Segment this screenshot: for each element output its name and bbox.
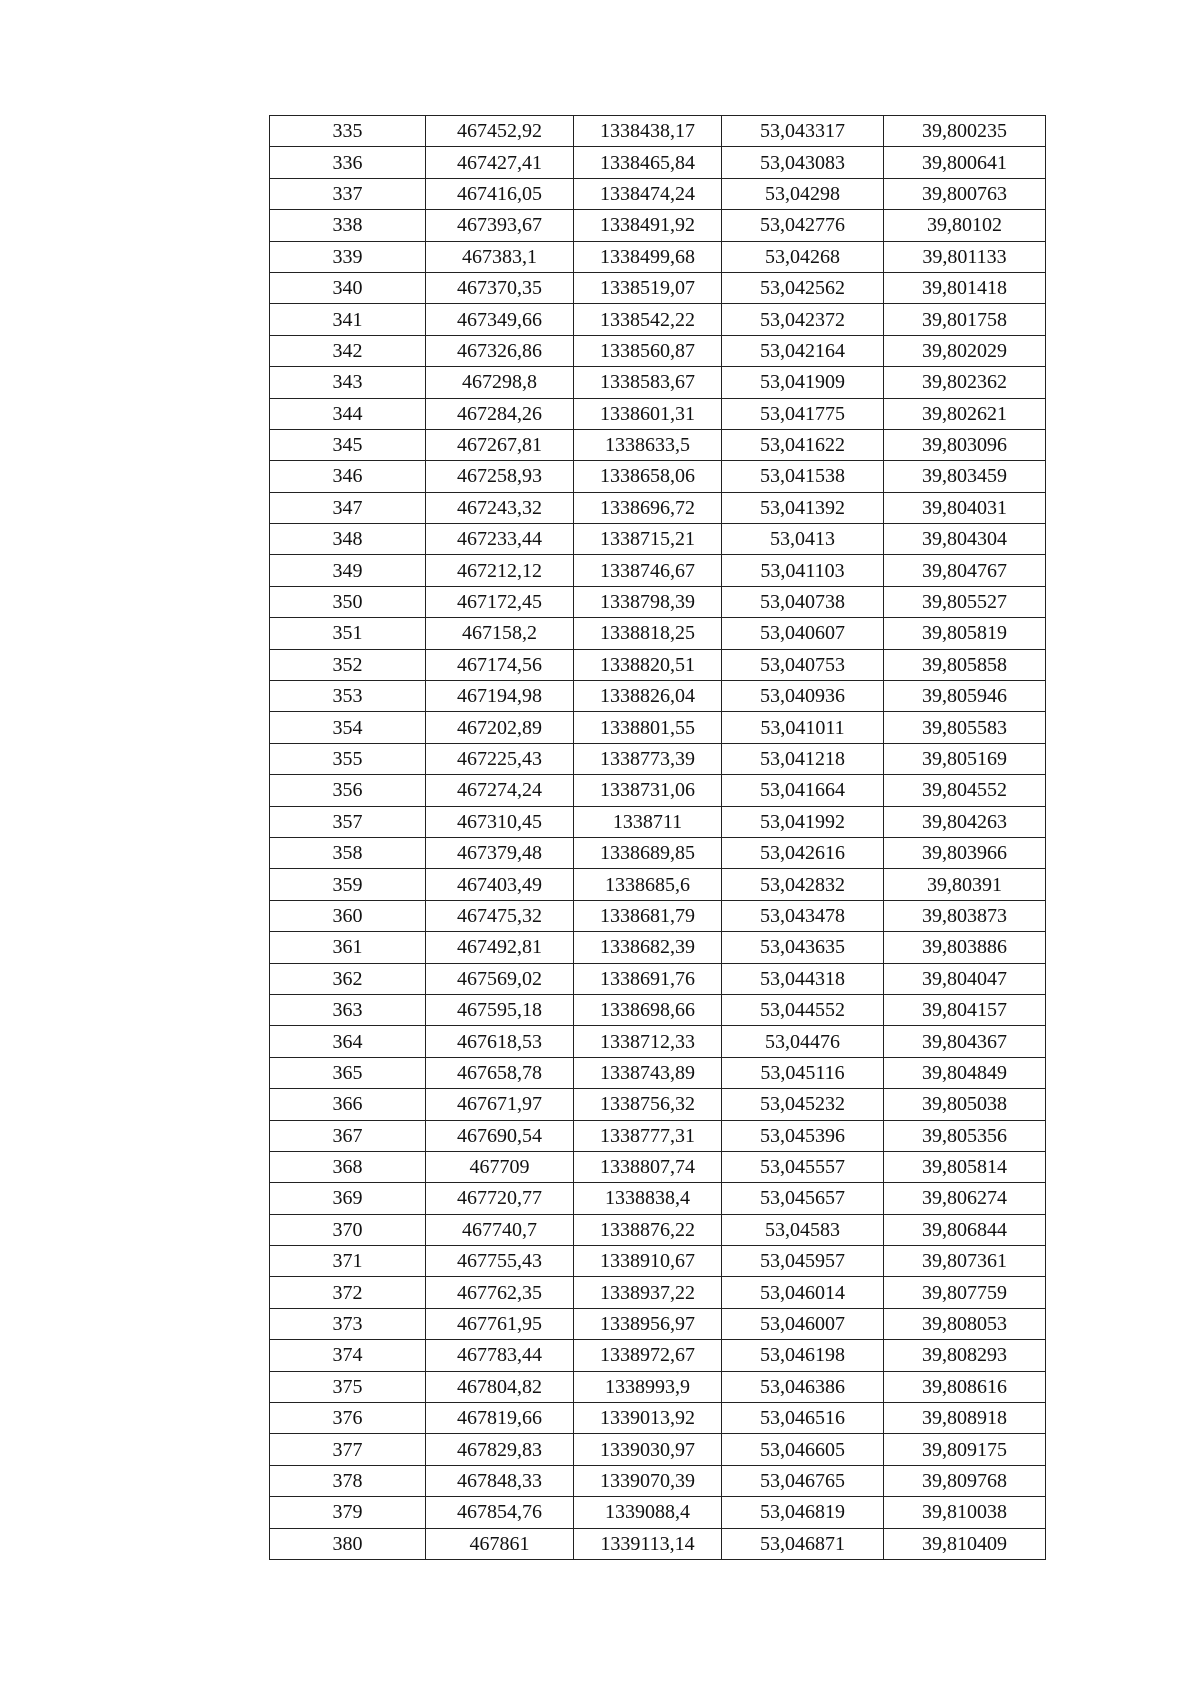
latitude-cell: 53,046516 bbox=[722, 1403, 884, 1434]
table-row bbox=[270, 681, 1046, 712]
longitude-cell: 39,803886 bbox=[884, 932, 1046, 963]
longitude-cell: 39,805858 bbox=[884, 649, 1046, 680]
y-coordinate-cell: 1338682,39 bbox=[574, 932, 722, 963]
table-row bbox=[270, 524, 1046, 555]
table-row bbox=[270, 900, 1046, 931]
table-row bbox=[270, 429, 1046, 460]
x-coordinate-cell: 467284,26 bbox=[426, 398, 574, 429]
point-number-cell: 355 bbox=[270, 743, 426, 774]
latitude-cell: 53,041664 bbox=[722, 775, 884, 806]
longitude-cell: 39,801758 bbox=[884, 304, 1046, 335]
point-number-cell: 376 bbox=[270, 1403, 426, 1434]
longitude-cell: 39,802621 bbox=[884, 398, 1046, 429]
latitude-cell: 53,045957 bbox=[722, 1246, 884, 1277]
latitude-cell: 53,046605 bbox=[722, 1434, 884, 1465]
longitude-cell: 39,808293 bbox=[884, 1340, 1046, 1371]
point-number-cell: 349 bbox=[270, 555, 426, 586]
x-coordinate-cell: 467310,45 bbox=[426, 806, 574, 837]
table-row bbox=[270, 932, 1046, 963]
latitude-cell: 53,040738 bbox=[722, 586, 884, 617]
point-number-cell: 347 bbox=[270, 492, 426, 523]
longitude-cell: 39,807361 bbox=[884, 1246, 1046, 1277]
latitude-cell: 53,046386 bbox=[722, 1371, 884, 1402]
table-row bbox=[270, 1465, 1046, 1496]
y-coordinate-cell: 1338491,92 bbox=[574, 210, 722, 241]
x-coordinate-cell: 467690,54 bbox=[426, 1120, 574, 1151]
point-number-cell: 373 bbox=[270, 1308, 426, 1339]
x-coordinate-cell: 467595,18 bbox=[426, 994, 574, 1025]
point-number-cell: 361 bbox=[270, 932, 426, 963]
longitude-cell: 39,805169 bbox=[884, 743, 1046, 774]
x-coordinate-cell: 467258,93 bbox=[426, 461, 574, 492]
point-number-cell: 364 bbox=[270, 1026, 426, 1057]
latitude-cell: 53,041538 bbox=[722, 461, 884, 492]
latitude-cell: 53,046007 bbox=[722, 1308, 884, 1339]
point-number-cell: 359 bbox=[270, 869, 426, 900]
x-coordinate-cell: 467233,44 bbox=[426, 524, 574, 555]
table-row bbox=[270, 712, 1046, 743]
point-number-cell: 350 bbox=[270, 586, 426, 617]
longitude-cell: 39,80102 bbox=[884, 210, 1046, 241]
x-coordinate-cell: 467819,66 bbox=[426, 1403, 574, 1434]
latitude-cell: 53,044318 bbox=[722, 963, 884, 994]
latitude-cell: 53,041011 bbox=[722, 712, 884, 743]
y-coordinate-cell: 1338838,4 bbox=[574, 1183, 722, 1214]
y-coordinate-cell: 1338801,55 bbox=[574, 712, 722, 743]
y-coordinate-cell: 1338993,9 bbox=[574, 1371, 722, 1402]
longitude-cell: 39,804031 bbox=[884, 492, 1046, 523]
latitude-cell: 53,043635 bbox=[722, 932, 884, 963]
point-number-cell: 346 bbox=[270, 461, 426, 492]
latitude-cell: 53,040936 bbox=[722, 681, 884, 712]
latitude-cell: 53,04298 bbox=[722, 178, 884, 209]
y-coordinate-cell: 1338937,22 bbox=[574, 1277, 722, 1308]
table-row bbox=[270, 492, 1046, 523]
longitude-cell: 39,805583 bbox=[884, 712, 1046, 743]
x-coordinate-cell: 467274,24 bbox=[426, 775, 574, 806]
latitude-cell: 53,043478 bbox=[722, 900, 884, 931]
point-number-cell: 344 bbox=[270, 398, 426, 429]
y-coordinate-cell: 1338743,89 bbox=[574, 1057, 722, 1088]
point-number-cell: 363 bbox=[270, 994, 426, 1025]
table-row bbox=[270, 1434, 1046, 1465]
table-row bbox=[270, 1120, 1046, 1151]
table-row bbox=[270, 837, 1046, 868]
y-coordinate-cell: 1338712,33 bbox=[574, 1026, 722, 1057]
y-coordinate-cell: 1338474,24 bbox=[574, 178, 722, 209]
coordinate-table bbox=[269, 115, 1046, 1560]
latitude-cell: 53,041775 bbox=[722, 398, 884, 429]
table-row bbox=[270, 116, 1046, 147]
latitude-cell: 53,046765 bbox=[722, 1465, 884, 1496]
latitude-cell: 53,045557 bbox=[722, 1151, 884, 1182]
table-row bbox=[270, 398, 1046, 429]
latitude-cell: 53,041103 bbox=[722, 555, 884, 586]
longitude-cell: 39,800235 bbox=[884, 116, 1046, 147]
y-coordinate-cell: 1339113,14 bbox=[574, 1528, 722, 1559]
y-coordinate-cell: 1338756,32 bbox=[574, 1089, 722, 1120]
y-coordinate-cell: 1338798,39 bbox=[574, 586, 722, 617]
y-coordinate-cell: 1338910,67 bbox=[574, 1246, 722, 1277]
y-coordinate-cell: 1338542,22 bbox=[574, 304, 722, 335]
point-number-cell: 380 bbox=[270, 1528, 426, 1559]
x-coordinate-cell: 467761,95 bbox=[426, 1308, 574, 1339]
point-number-cell: 378 bbox=[270, 1465, 426, 1496]
y-coordinate-cell: 1338560,87 bbox=[574, 335, 722, 366]
y-coordinate-cell: 1338689,85 bbox=[574, 837, 722, 868]
longitude-cell: 39,805819 bbox=[884, 618, 1046, 649]
table-row bbox=[270, 743, 1046, 774]
table-row bbox=[270, 555, 1046, 586]
table-row bbox=[270, 586, 1046, 617]
table-row bbox=[270, 1371, 1046, 1402]
x-coordinate-cell: 467671,97 bbox=[426, 1089, 574, 1120]
point-number-cell: 339 bbox=[270, 241, 426, 272]
x-coordinate-cell: 467804,82 bbox=[426, 1371, 574, 1402]
latitude-cell: 53,046871 bbox=[722, 1528, 884, 1559]
point-number-cell: 362 bbox=[270, 963, 426, 994]
longitude-cell: 39,802362 bbox=[884, 367, 1046, 398]
y-coordinate-cell: 1339070,39 bbox=[574, 1465, 722, 1496]
x-coordinate-cell: 467383,1 bbox=[426, 241, 574, 272]
y-coordinate-cell: 1338715,21 bbox=[574, 524, 722, 555]
latitude-cell: 53,04583 bbox=[722, 1214, 884, 1245]
latitude-cell: 53,046819 bbox=[722, 1497, 884, 1528]
table-row bbox=[270, 1308, 1046, 1339]
latitude-cell: 53,04268 bbox=[722, 241, 884, 272]
x-coordinate-cell: 467475,32 bbox=[426, 900, 574, 931]
longitude-cell: 39,804367 bbox=[884, 1026, 1046, 1057]
table-row bbox=[270, 649, 1046, 680]
longitude-cell: 39,800763 bbox=[884, 178, 1046, 209]
point-number-cell: 335 bbox=[270, 116, 426, 147]
y-coordinate-cell: 1338711 bbox=[574, 806, 722, 837]
coordinate-table-body bbox=[270, 116, 1046, 1560]
longitude-cell: 39,80391 bbox=[884, 869, 1046, 900]
latitude-cell: 53,043083 bbox=[722, 147, 884, 178]
table-row bbox=[270, 1214, 1046, 1245]
x-coordinate-cell: 467393,67 bbox=[426, 210, 574, 241]
point-number-cell: 371 bbox=[270, 1246, 426, 1277]
latitude-cell: 53,041992 bbox=[722, 806, 884, 837]
x-coordinate-cell: 467326,86 bbox=[426, 335, 574, 366]
y-coordinate-cell: 1338972,67 bbox=[574, 1340, 722, 1371]
latitude-cell: 53,041622 bbox=[722, 429, 884, 460]
longitude-cell: 39,807759 bbox=[884, 1277, 1046, 1308]
y-coordinate-cell: 1338519,07 bbox=[574, 272, 722, 303]
latitude-cell: 53,040753 bbox=[722, 649, 884, 680]
table-row bbox=[270, 1403, 1046, 1434]
y-coordinate-cell: 1338685,6 bbox=[574, 869, 722, 900]
x-coordinate-cell: 467212,12 bbox=[426, 555, 574, 586]
longitude-cell: 39,808053 bbox=[884, 1308, 1046, 1339]
y-coordinate-cell: 1338777,31 bbox=[574, 1120, 722, 1151]
y-coordinate-cell: 1338876,22 bbox=[574, 1214, 722, 1245]
table-row bbox=[270, 147, 1046, 178]
table-row bbox=[270, 1340, 1046, 1371]
x-coordinate-cell: 467298,8 bbox=[426, 367, 574, 398]
longitude-cell: 39,808616 bbox=[884, 1371, 1046, 1402]
y-coordinate-cell: 1338601,31 bbox=[574, 398, 722, 429]
y-coordinate-cell: 1338438,17 bbox=[574, 116, 722, 147]
latitude-cell: 53,042832 bbox=[722, 869, 884, 900]
x-coordinate-cell: 467172,45 bbox=[426, 586, 574, 617]
x-coordinate-cell: 467225,43 bbox=[426, 743, 574, 774]
longitude-cell: 39,805946 bbox=[884, 681, 1046, 712]
longitude-cell: 39,803966 bbox=[884, 837, 1046, 868]
table-row bbox=[270, 304, 1046, 335]
y-coordinate-cell: 1339030,97 bbox=[574, 1434, 722, 1465]
longitude-cell: 39,802029 bbox=[884, 335, 1046, 366]
y-coordinate-cell: 1338633,5 bbox=[574, 429, 722, 460]
point-number-cell: 337 bbox=[270, 178, 426, 209]
latitude-cell: 53,0413 bbox=[722, 524, 884, 555]
y-coordinate-cell: 1338691,76 bbox=[574, 963, 722, 994]
table-row bbox=[270, 241, 1046, 272]
point-number-cell: 360 bbox=[270, 900, 426, 931]
y-coordinate-cell: 1338746,67 bbox=[574, 555, 722, 586]
y-coordinate-cell: 1339088,4 bbox=[574, 1497, 722, 1528]
table-row bbox=[270, 1528, 1046, 1559]
table-row bbox=[270, 210, 1046, 241]
longitude-cell: 39,803459 bbox=[884, 461, 1046, 492]
latitude-cell: 53,044552 bbox=[722, 994, 884, 1025]
table-row bbox=[270, 461, 1046, 492]
longitude-cell: 39,803873 bbox=[884, 900, 1046, 931]
point-number-cell: 351 bbox=[270, 618, 426, 649]
point-number-cell: 377 bbox=[270, 1434, 426, 1465]
x-coordinate-cell: 467618,53 bbox=[426, 1026, 574, 1057]
x-coordinate-cell: 467349,66 bbox=[426, 304, 574, 335]
table-row bbox=[270, 618, 1046, 649]
point-number-cell: 366 bbox=[270, 1089, 426, 1120]
table-row bbox=[270, 806, 1046, 837]
x-coordinate-cell: 467829,83 bbox=[426, 1434, 574, 1465]
table-row bbox=[270, 1089, 1046, 1120]
longitude-cell: 39,810038 bbox=[884, 1497, 1046, 1528]
point-number-cell: 338 bbox=[270, 210, 426, 241]
point-number-cell: 365 bbox=[270, 1057, 426, 1088]
x-coordinate-cell: 467492,81 bbox=[426, 932, 574, 963]
longitude-cell: 39,806844 bbox=[884, 1214, 1046, 1245]
latitude-cell: 53,046198 bbox=[722, 1340, 884, 1371]
x-coordinate-cell: 467783,44 bbox=[426, 1340, 574, 1371]
point-number-cell: 379 bbox=[270, 1497, 426, 1528]
x-coordinate-cell: 467427,41 bbox=[426, 147, 574, 178]
table-row bbox=[270, 869, 1046, 900]
latitude-cell: 53,045116 bbox=[722, 1057, 884, 1088]
y-coordinate-cell: 1338681,79 bbox=[574, 900, 722, 931]
latitude-cell: 53,042164 bbox=[722, 335, 884, 366]
longitude-cell: 39,810409 bbox=[884, 1528, 1046, 1559]
point-number-cell: 358 bbox=[270, 837, 426, 868]
point-number-cell: 356 bbox=[270, 775, 426, 806]
x-coordinate-cell: 467379,48 bbox=[426, 837, 574, 868]
longitude-cell: 39,809768 bbox=[884, 1465, 1046, 1496]
y-coordinate-cell: 1338818,25 bbox=[574, 618, 722, 649]
point-number-cell: 336 bbox=[270, 147, 426, 178]
y-coordinate-cell: 1338820,51 bbox=[574, 649, 722, 680]
table-row bbox=[270, 367, 1046, 398]
x-coordinate-cell: 467267,81 bbox=[426, 429, 574, 460]
point-number-cell: 341 bbox=[270, 304, 426, 335]
point-number-cell: 374 bbox=[270, 1340, 426, 1371]
latitude-cell: 53,045232 bbox=[722, 1089, 884, 1120]
longitude-cell: 39,804767 bbox=[884, 555, 1046, 586]
table-row bbox=[270, 1497, 1046, 1528]
point-number-cell: 372 bbox=[270, 1277, 426, 1308]
longitude-cell: 39,808918 bbox=[884, 1403, 1046, 1434]
latitude-cell: 53,04476 bbox=[722, 1026, 884, 1057]
latitude-cell: 53,040607 bbox=[722, 618, 884, 649]
latitude-cell: 53,042776 bbox=[722, 210, 884, 241]
table-row bbox=[270, 1151, 1046, 1182]
latitude-cell: 53,041909 bbox=[722, 367, 884, 398]
table-row bbox=[270, 272, 1046, 303]
latitude-cell: 53,045396 bbox=[722, 1120, 884, 1151]
y-coordinate-cell: 1338956,97 bbox=[574, 1308, 722, 1339]
y-coordinate-cell: 1338696,72 bbox=[574, 492, 722, 523]
longitude-cell: 39,805356 bbox=[884, 1120, 1046, 1151]
longitude-cell: 39,801418 bbox=[884, 272, 1046, 303]
x-coordinate-cell: 467720,77 bbox=[426, 1183, 574, 1214]
point-number-cell: 340 bbox=[270, 272, 426, 303]
longitude-cell: 39,804263 bbox=[884, 806, 1046, 837]
latitude-cell: 53,046014 bbox=[722, 1277, 884, 1308]
table-row bbox=[270, 1246, 1046, 1277]
point-number-cell: 345 bbox=[270, 429, 426, 460]
point-number-cell: 368 bbox=[270, 1151, 426, 1182]
longitude-cell: 39,804047 bbox=[884, 963, 1046, 994]
point-number-cell: 353 bbox=[270, 681, 426, 712]
table-row bbox=[270, 1057, 1046, 1088]
point-number-cell: 367 bbox=[270, 1120, 426, 1151]
longitude-cell: 39,804552 bbox=[884, 775, 1046, 806]
x-coordinate-cell: 467848,33 bbox=[426, 1465, 574, 1496]
table-row bbox=[270, 1183, 1046, 1214]
latitude-cell: 53,042616 bbox=[722, 837, 884, 868]
x-coordinate-cell: 467755,43 bbox=[426, 1246, 574, 1277]
table-row bbox=[270, 963, 1046, 994]
x-coordinate-cell: 467569,02 bbox=[426, 963, 574, 994]
y-coordinate-cell: 1338731,06 bbox=[574, 775, 722, 806]
x-coordinate-cell: 467243,32 bbox=[426, 492, 574, 523]
longitude-cell: 39,804157 bbox=[884, 994, 1046, 1025]
longitude-cell: 39,805527 bbox=[884, 586, 1046, 617]
longitude-cell: 39,803096 bbox=[884, 429, 1046, 460]
longitude-cell: 39,804304 bbox=[884, 524, 1046, 555]
point-number-cell: 343 bbox=[270, 367, 426, 398]
x-coordinate-cell: 467762,35 bbox=[426, 1277, 574, 1308]
latitude-cell: 53,041392 bbox=[722, 492, 884, 523]
x-coordinate-cell: 467854,76 bbox=[426, 1497, 574, 1528]
point-number-cell: 354 bbox=[270, 712, 426, 743]
table-row bbox=[270, 1277, 1046, 1308]
y-coordinate-cell: 1338465,84 bbox=[574, 147, 722, 178]
x-coordinate-cell: 467416,05 bbox=[426, 178, 574, 209]
table-row bbox=[270, 775, 1046, 806]
point-number-cell: 369 bbox=[270, 1183, 426, 1214]
longitude-cell: 39,806274 bbox=[884, 1183, 1046, 1214]
point-number-cell: 352 bbox=[270, 649, 426, 680]
x-coordinate-cell: 467174,56 bbox=[426, 649, 574, 680]
longitude-cell: 39,804849 bbox=[884, 1057, 1046, 1088]
longitude-cell: 39,805038 bbox=[884, 1089, 1046, 1120]
longitude-cell: 39,800641 bbox=[884, 147, 1046, 178]
latitude-cell: 53,042562 bbox=[722, 272, 884, 303]
y-coordinate-cell: 1338499,68 bbox=[574, 241, 722, 272]
y-coordinate-cell: 1338698,66 bbox=[574, 994, 722, 1025]
x-coordinate-cell: 467370,35 bbox=[426, 272, 574, 303]
latitude-cell: 53,041218 bbox=[722, 743, 884, 774]
point-number-cell: 342 bbox=[270, 335, 426, 366]
y-coordinate-cell: 1338807,74 bbox=[574, 1151, 722, 1182]
y-coordinate-cell: 1338658,06 bbox=[574, 461, 722, 492]
y-coordinate-cell: 1338826,04 bbox=[574, 681, 722, 712]
longitude-cell: 39,801133 bbox=[884, 241, 1046, 272]
latitude-cell: 53,043317 bbox=[722, 116, 884, 147]
point-number-cell: 375 bbox=[270, 1371, 426, 1402]
x-coordinate-cell: 467861 bbox=[426, 1528, 574, 1559]
longitude-cell: 39,805814 bbox=[884, 1151, 1046, 1182]
x-coordinate-cell: 467194,98 bbox=[426, 681, 574, 712]
x-coordinate-cell: 467452,92 bbox=[426, 116, 574, 147]
y-coordinate-cell: 1339013,92 bbox=[574, 1403, 722, 1434]
longitude-cell: 39,809175 bbox=[884, 1434, 1046, 1465]
x-coordinate-cell: 467658,78 bbox=[426, 1057, 574, 1088]
y-coordinate-cell: 1338773,39 bbox=[574, 743, 722, 774]
table-row bbox=[270, 994, 1046, 1025]
point-number-cell: 348 bbox=[270, 524, 426, 555]
table-row bbox=[270, 178, 1046, 209]
x-coordinate-cell: 467202,89 bbox=[426, 712, 574, 743]
point-number-cell: 370 bbox=[270, 1214, 426, 1245]
latitude-cell: 53,042372 bbox=[722, 304, 884, 335]
y-coordinate-cell: 1338583,67 bbox=[574, 367, 722, 398]
latitude-cell: 53,045657 bbox=[722, 1183, 884, 1214]
x-coordinate-cell: 467709 bbox=[426, 1151, 574, 1182]
x-coordinate-cell: 467403,49 bbox=[426, 869, 574, 900]
x-coordinate-cell: 467740,7 bbox=[426, 1214, 574, 1245]
table-row bbox=[270, 335, 1046, 366]
point-number-cell: 357 bbox=[270, 806, 426, 837]
x-coordinate-cell: 467158,2 bbox=[426, 618, 574, 649]
table-row bbox=[270, 1026, 1046, 1057]
